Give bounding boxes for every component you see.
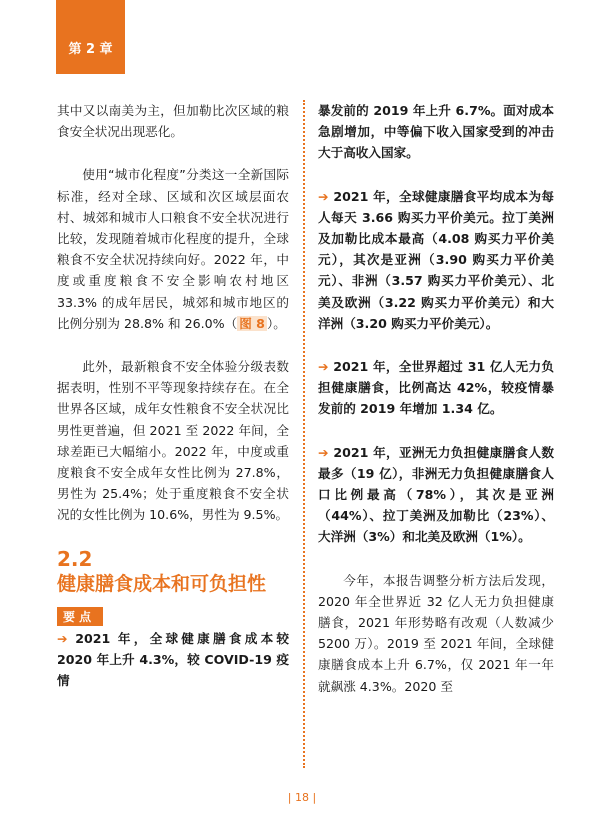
right-column (318, 100, 554, 697)
chapter-label: 第 2 章 (68, 42, 113, 57)
page-number: | 18 | (287, 791, 317, 804)
key-point: ➔ 2021 年，全球健康膳食平均成本为每人每天 3.66 购买力平价美元。拉丁美洲及加勒比成本最高（4.08 购买力平价美元），其次是亚洲（3.90 购买力平价美元）、非洲（3.57 购买力平价美元）、北美及欧洲（3.22 购买力平价美元）和大洋洲（3.20 购买力平价美元）。 (318, 188, 555, 331)
key-point: ➔ 2021 年，全世界超过 31 亿人无力负担健康膳食，比例高达 42%，较疫情暴发前的 2019 年增加 1.34 亿。 (318, 359, 554, 417)
chapter-tab (56, 0, 125, 74)
paragraph: 今年，本报告调整分析方法后发现，2020 年全世界近 32 亿人无力负担健康膳食，2021 年形势略有改观（人数减少 5200 万）。2019 至 2021 年间，全球健康膳食成本上升 6.7%，仅 2021 年一年就飙涨 4.3%。2020 至 (318, 572, 554, 694)
arrow-right-icon: ➔ (318, 359, 329, 375)
keypoints-badge: 要 点 (57, 607, 103, 626)
left-column (57, 100, 289, 691)
figure-reference-link[interactable]: 图 8 (239, 315, 265, 331)
key-point: ➔ 2021 年，亚洲无力负担健康膳食人数最多（19 亿），非洲无力负担健康膳食人口比例最高（78%），其次是亚洲（44%）、拉丁美洲及加勒比（23%）、大洋洲（3%）和北美及欧洲（1%）。 (318, 444, 555, 545)
arrow-right-icon: ➔ (57, 630, 68, 646)
arrow-right-icon: ➔ (318, 188, 329, 204)
key-point-continued: 暴发前的 2019 年上升 6.7%。面对成本急剧增加，中等偏下收入国家受到的冲击大于高收入国家。 (318, 103, 554, 161)
paragraph: 其中又以南美为主，但加勒比次区域的粮食安全状况出现恶化。 (57, 103, 289, 140)
paragraph: 此外，最新粮食不安全体验分级表数据表明，性别不平等现象持续存在。在全世界各区域，成年女性粮食不安全状况比男性更普遍，但 2021 至 2022 年间，全球差距已大幅缩小。2022 年，中度或重度粮食不安全成年女性比例为 27.8%，男性为 25.4%；处于重度粮食不安全状况的女性比例为 10.6%，男性为 9.5%。 (57, 359, 289, 523)
section-number: 2.2 (57, 546, 93, 571)
paragraph: 使用“城市化程度”分类这一全新国际标准，经对全球、区域和次区域层面农村、城郊和城市人口粮食不安全状况进行比较，发现随着城市化程度的提升，全球粮食不安全状况持续向好。2022 年，中度或重度粮食不安全影响农村地区 33.3% 的成年居民，城郊和城市地区的比例分别为 28.8% 和 26.0%（ 图 8 ）。 (57, 167, 289, 331)
arrow-right-icon: ➔ (318, 444, 329, 460)
key-point: ➔ 2021 年，全球健康膳食成本较 2020 年上升 4.3%，较 COVID-19 疫情 (57, 630, 290, 689)
section-title: 健康膳食成本和可负担性 (57, 572, 267, 595)
column-divider (303, 100, 305, 768)
